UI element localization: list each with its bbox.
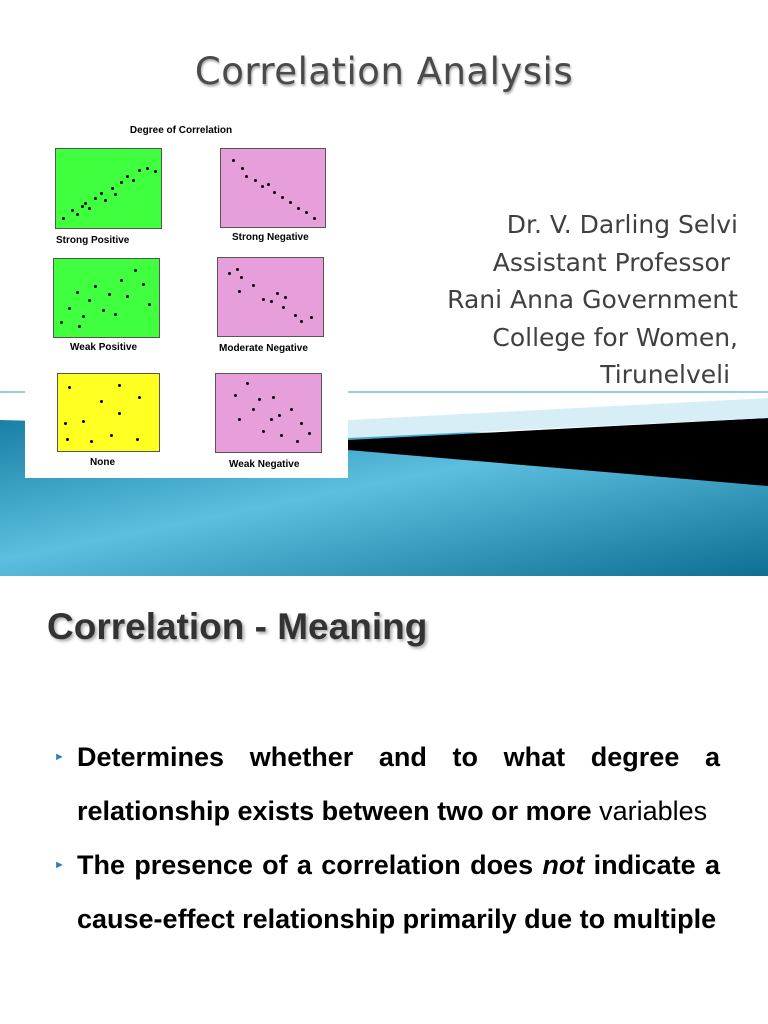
- panel-strong-positive: [55, 148, 162, 229]
- panel-strong-negative: [220, 148, 326, 228]
- bullet-italic-text: not: [542, 850, 585, 880]
- panel-moderate-negative: [217, 257, 324, 337]
- bullet-arrow-icon: ►: [54, 751, 65, 763]
- panel-label-weak-positive: Weak Positive: [70, 342, 138, 353]
- bullet-bold-text: Determines whether and to what degree a relationship exists between two or more: [77, 742, 720, 826]
- slide-title-text: Correlation Analysis: [194, 50, 574, 93]
- bullet-item: [50, 838, 720, 946]
- panel-label-strong-positive: Strong Positive: [56, 235, 130, 246]
- slide-meaning: [0, 576, 768, 1024]
- figure-title: Degree of Correlation: [129, 125, 233, 136]
- panel-label-moderate-negative: Moderate Negative: [219, 343, 308, 354]
- bullet-list: [50, 730, 720, 946]
- author-name: Dr. V. Darling Selvi: [506, 210, 738, 239]
- bullet-plain-text: variables: [591, 796, 708, 826]
- bullet-bold-text: indicate a cause-effect relationship primarily due to multiple: [77, 850, 721, 934]
- author-block: [447, 206, 738, 394]
- panel-none: [57, 373, 160, 452]
- bullet-item: [50, 730, 720, 838]
- correlation-figure: [25, 115, 348, 478]
- bullet-bold-text: The presence of a correlation does: [77, 850, 543, 880]
- slide-meaning-title: Correlation - Meaning: [47, 606, 428, 647]
- panel-label-strong-negative: Strong Negative: [232, 232, 309, 243]
- author-institution-line2: College for Women,: [492, 322, 738, 352]
- author-city: Tirunelveli: [600, 360, 738, 389]
- panel-weak-positive: [53, 258, 160, 338]
- panel-label-none: None: [90, 457, 115, 468]
- panel-weak-negative: [215, 373, 322, 453]
- author-designation: Assistant Professor: [492, 247, 738, 277]
- panel-label-weak-negative: Weak Negative: [229, 459, 300, 470]
- author-institution-line1: Rani Anna Government: [447, 285, 738, 314]
- bullet-arrow-icon: ►: [54, 859, 65, 871]
